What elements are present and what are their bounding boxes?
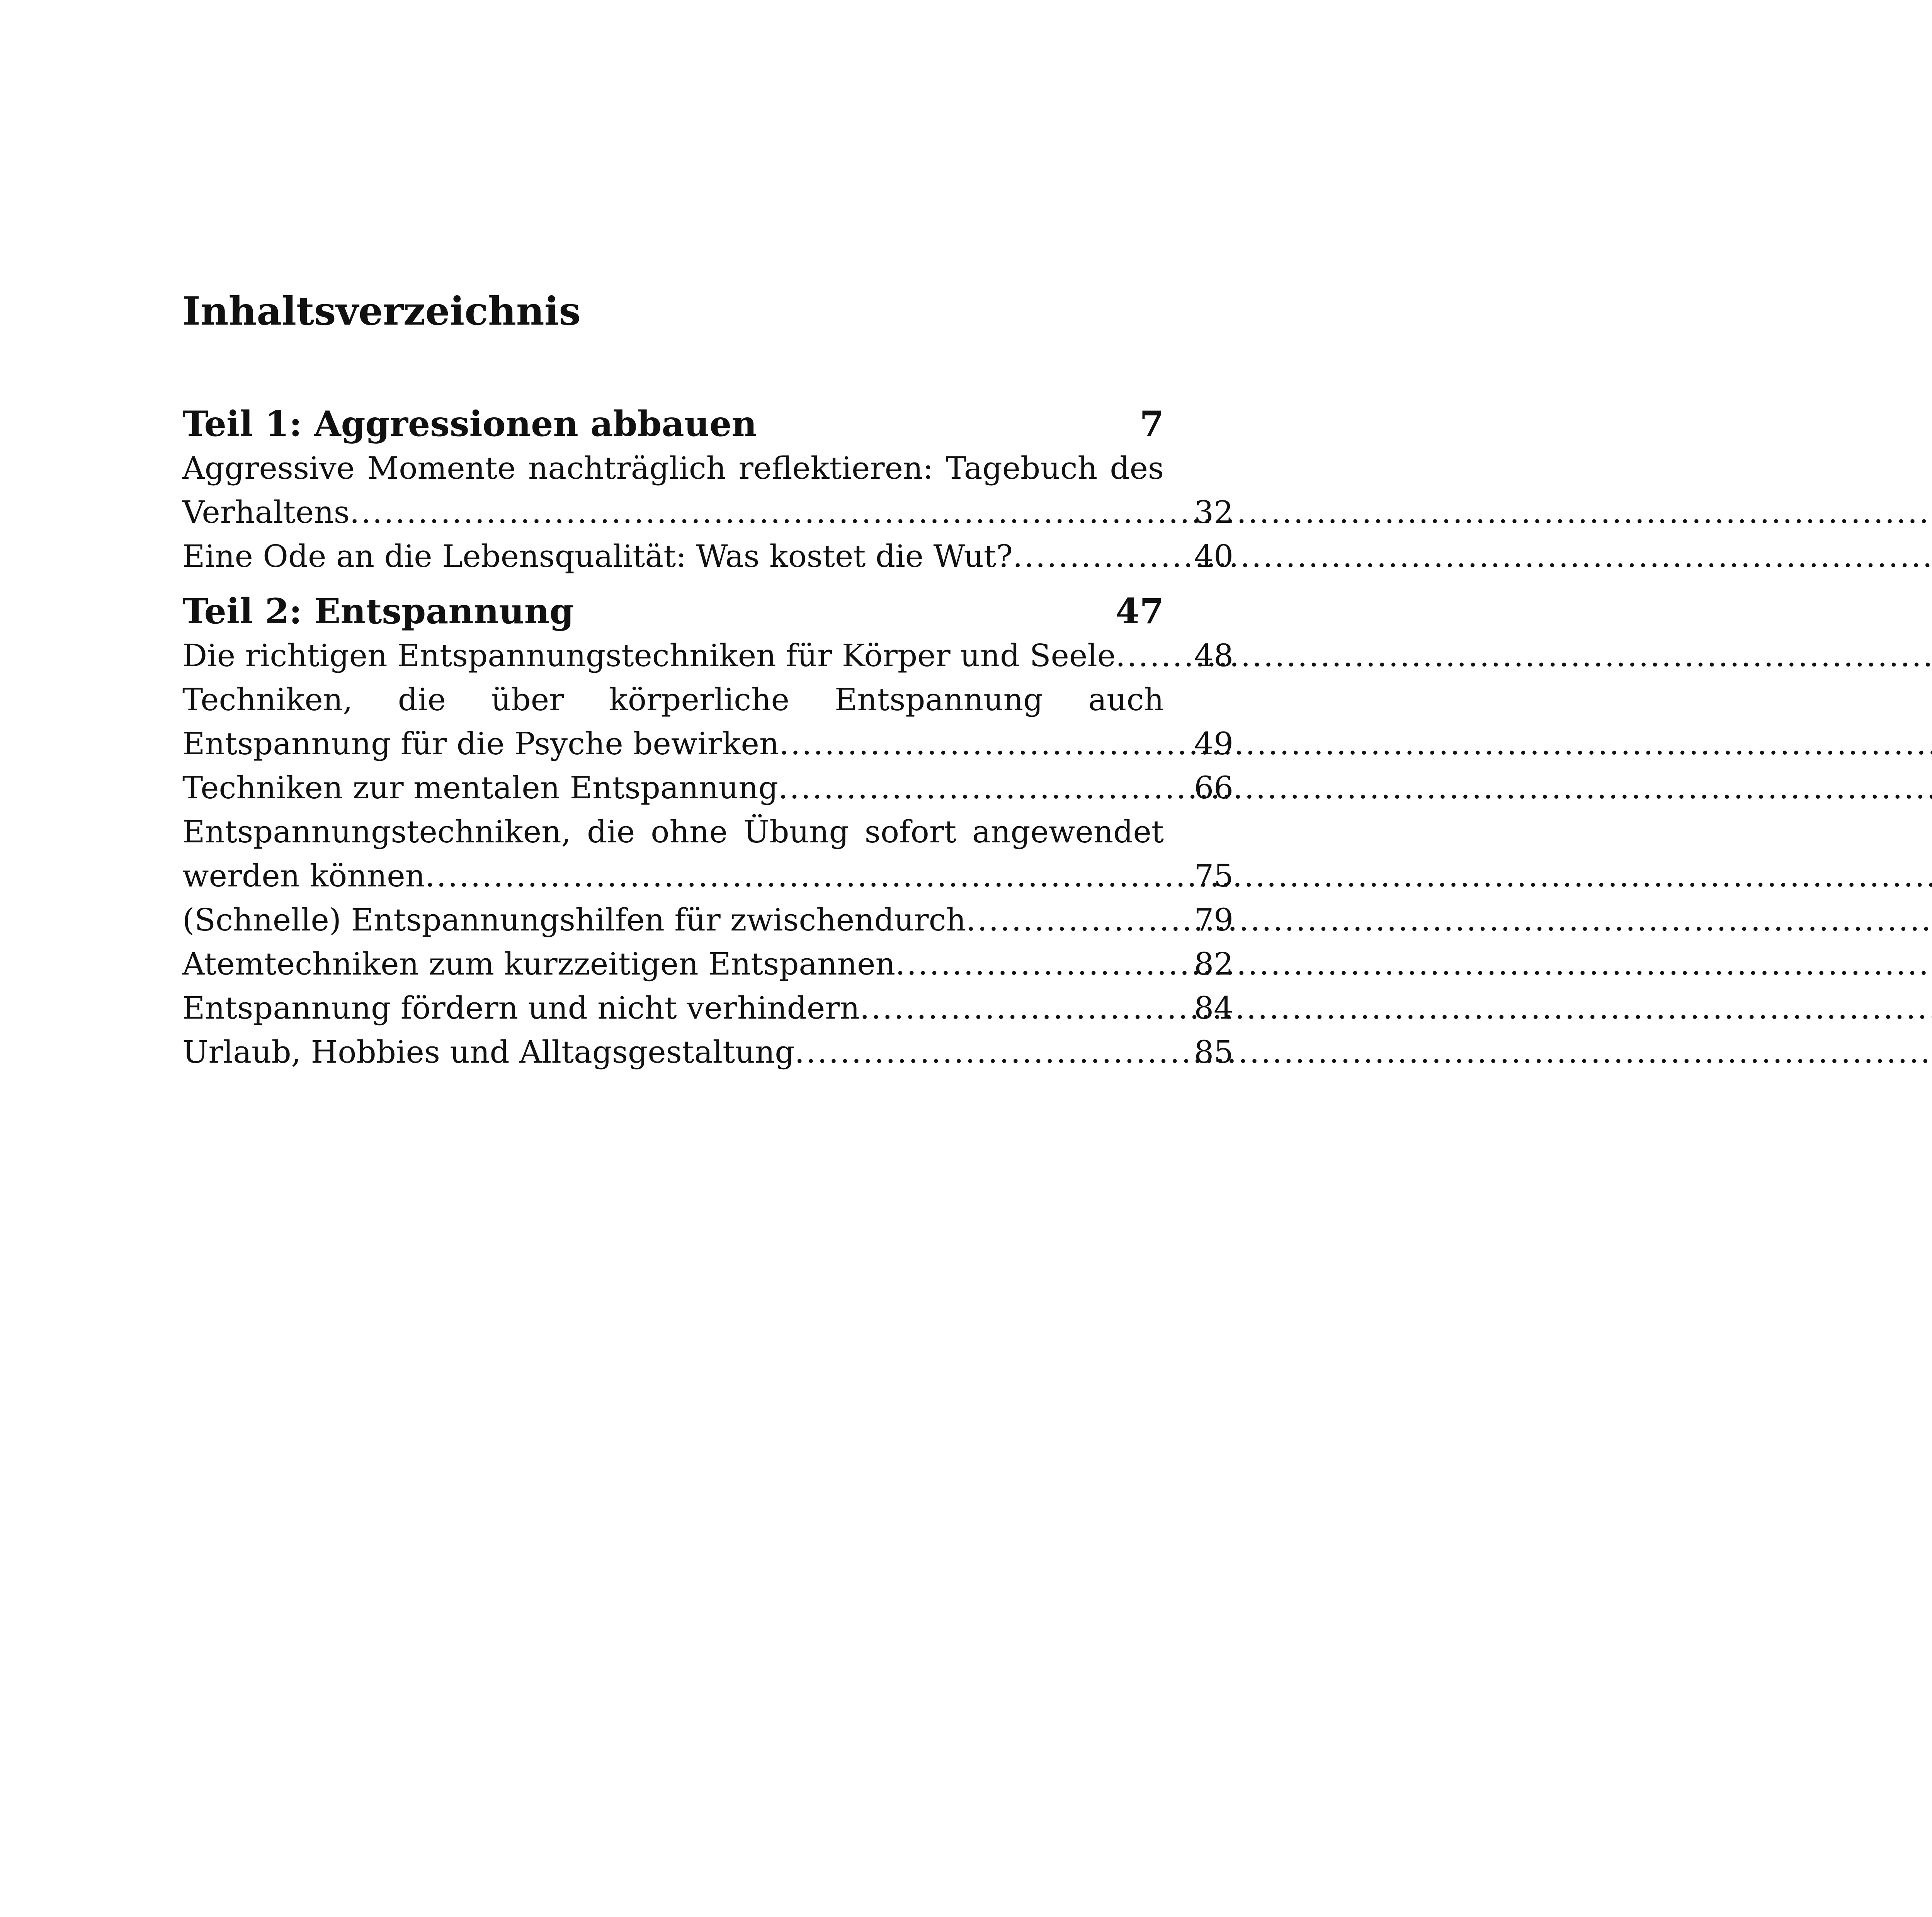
entry-text: Entspannung für die Psyche bewirken [182, 726, 779, 762]
page-title: Inhaltsverzeichnis [182, 288, 581, 334]
toc-section-1 [182, 402, 1233, 578]
section-page-number: 7 [1139, 403, 1164, 444]
dot-leader [1116, 634, 1191, 678]
entry-text: (Schnelle) Entspannungshilfen für zwischendurch [182, 902, 966, 938]
toc-entry[interactable] [182, 986, 1233, 1030]
entry-page-number: 66 [1194, 770, 1233, 806]
entry-text: Die richtigen Entspannungstechniken für Körper und Seele [182, 638, 1116, 674]
toc-entry[interactable] [182, 678, 1233, 766]
entry-text-line-1: Techniken, die über körperliche Entspannung auch [182, 682, 1164, 718]
entry-text: Urlaub, Hobbies und Alltagsgestaltung [182, 1034, 795, 1070]
entry-page-number: 79 [1194, 902, 1233, 938]
toc-entry[interactable] [182, 942, 1233, 986]
section-page-number: 47 [1115, 591, 1164, 632]
entry-line [182, 490, 1233, 534]
dot-leader [425, 854, 1191, 898]
dot-leader [795, 1030, 1191, 1074]
toc-section-2 [182, 589, 1233, 1074]
entry-page-number: 85 [1194, 1034, 1233, 1070]
dot-leader [1013, 534, 1191, 578]
toc-entry[interactable] [182, 534, 1233, 578]
entry-line [182, 854, 1233, 898]
entry-line [182, 634, 1233, 678]
toc-entry[interactable] [182, 1030, 1233, 1074]
entry-text-line-1: Entspannungstechniken, die ohne Übung sofort angewendet [182, 814, 1164, 850]
entry-text: Entspannung fördern und nicht verhindern [182, 990, 860, 1026]
entry-line [182, 986, 1233, 1030]
entry-line [182, 766, 1233, 810]
entry-line [182, 534, 1233, 578]
dot-leader [966, 898, 1191, 942]
entry-text: Verhaltens [182, 494, 350, 530]
entry-line [182, 942, 1233, 986]
toc-entry[interactable] [182, 810, 1233, 898]
section-title: Teil 2: Entspannung [182, 591, 574, 632]
dot-leader [860, 986, 1191, 1030]
toc-entry[interactable] [182, 898, 1233, 942]
section-title: Teil 1: Aggressionen abbauen [182, 403, 757, 444]
entry-text: Eine Ode an die Lebensqualität: Was kostet die Wut? [182, 538, 1013, 574]
entry-page-number: 40 [1194, 538, 1233, 574]
entry-page-number: 82 [1194, 946, 1233, 982]
entry-line [182, 722, 1233, 766]
toc-entry[interactable] [182, 634, 1233, 678]
section-heading[interactable] [182, 589, 1164, 634]
entry-page-number: 48 [1194, 638, 1233, 674]
entry-text: werden können [182, 858, 425, 894]
table-of-contents [182, 402, 1233, 1074]
entry-page-number: 75 [1194, 858, 1233, 894]
entry-line [182, 1030, 1233, 1074]
entry-line [182, 898, 1233, 942]
entry-text: Techniken zur mentalen Entspannung [182, 770, 778, 806]
toc-entry[interactable] [182, 766, 1233, 810]
dot-leader [779, 722, 1191, 766]
entry-page-number: 32 [1194, 494, 1233, 530]
dot-leader [350, 490, 1191, 534]
toc-entry[interactable] [182, 446, 1233, 534]
dot-leader [778, 766, 1191, 810]
entry-page-number: 49 [1194, 726, 1233, 762]
section-heading[interactable] [182, 402, 1164, 446]
dot-leader [895, 942, 1191, 986]
entry-page-number: 84 [1194, 990, 1233, 1026]
entry-text: Atemtechniken zum kurzzeitigen Entspannen [182, 946, 896, 982]
entry-text-line-1: Aggressive Momente nachträglich reflektieren: Tagebuch des [182, 450, 1164, 486]
